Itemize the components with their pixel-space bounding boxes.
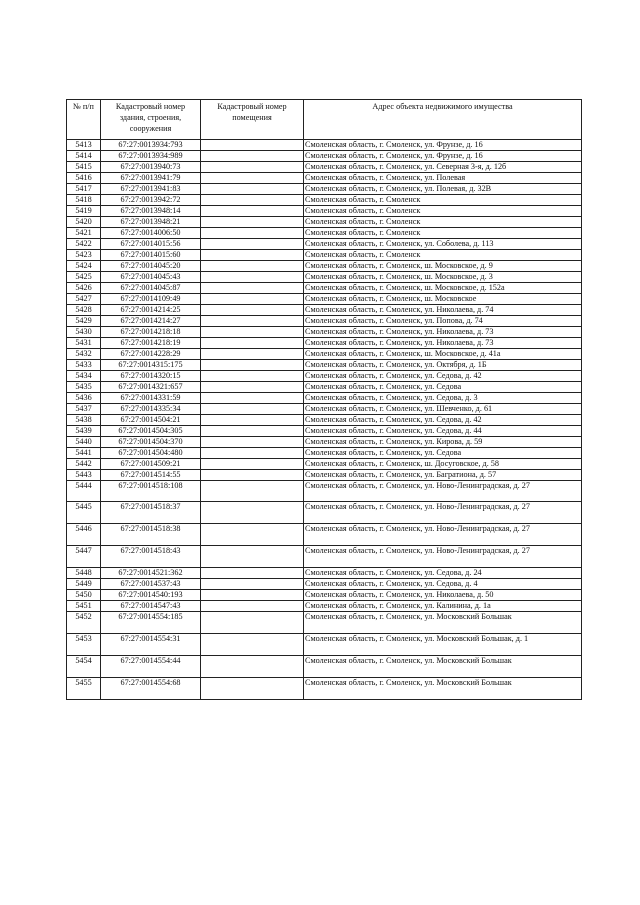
cadastral-number-building: 67:27:0014554:31	[101, 634, 201, 656]
cadastral-number-room	[201, 327, 304, 338]
cadastral-number-building: 67:27:0014218:19	[101, 338, 201, 349]
address-cell: Смоленская область, г. Смоленск, ул. Седова, д. 44	[304, 426, 582, 437]
row-number: 5435	[67, 382, 101, 393]
table-row	[67, 162, 582, 173]
cadastral-number-room	[201, 151, 304, 162]
address-cell: Смоленская область, г. Смоленск, ул. Ново-Ленинградская, д. 27	[304, 481, 582, 502]
address-cell: Смоленская область, г. Смоленск, ул. Ново-Ленинградская, д. 27	[304, 546, 582, 568]
cadastral-number-room	[201, 316, 304, 327]
address-cell: Смоленская область, г. Смоленск, ул. Октября, д. 1Б	[304, 360, 582, 371]
row-number: 5421	[67, 228, 101, 239]
table-row	[67, 327, 582, 338]
address-cell: Смоленская область, г. Смоленск, ул. Соболева, д. 113	[304, 239, 582, 250]
address-cell: Смоленская область, г. Смоленск	[304, 250, 582, 261]
cadastral-number-room	[201, 162, 304, 173]
table-row	[67, 656, 582, 678]
row-number: 5428	[67, 305, 101, 316]
table-row	[67, 459, 582, 470]
table-row	[67, 206, 582, 217]
cadastral-number-room	[201, 459, 304, 470]
row-number: 5419	[67, 206, 101, 217]
row-number: 5429	[67, 316, 101, 327]
address-cell: Смоленская область, г. Смоленск, ул. Ново-Ленинградская, д. 27	[304, 524, 582, 546]
address-cell: Смоленская область, г. Смоленск	[304, 195, 582, 206]
cadastral-number-building: 67:27:0014504:21	[101, 415, 201, 426]
cadastral-number-room	[201, 173, 304, 184]
cadastral-number-room	[201, 283, 304, 294]
row-number: 5433	[67, 360, 101, 371]
cadastral-number-room	[201, 415, 304, 426]
address-cell: Смоленская область, г. Смоленск, ул. Седова, д. 42	[304, 371, 582, 382]
cadastral-number-room	[201, 481, 304, 502]
row-number: 5452	[67, 612, 101, 634]
cadastral-number-room	[201, 305, 304, 316]
cadastral-number-building: 67:27:0014006:50	[101, 228, 201, 239]
row-number: 5450	[67, 590, 101, 601]
cadastral-number-building: 67:27:0014015:56	[101, 239, 201, 250]
cadastral-number-building: 67:27:0013942:72	[101, 195, 201, 206]
row-number: 5448	[67, 568, 101, 579]
cadastral-number-building: 67:27:0014335:34	[101, 404, 201, 415]
address-cell: Смоленская область, г. Смоленск, ул. Московский Большак	[304, 678, 582, 700]
table-row	[67, 601, 582, 612]
row-number: 5426	[67, 283, 101, 294]
cadastral-number-room	[201, 294, 304, 305]
cadastral-number-room	[201, 524, 304, 546]
address-cell: Смоленская область, г. Смоленск, ул. Полевая, д. 32В	[304, 184, 582, 195]
row-number: 5441	[67, 448, 101, 459]
cadastral-number-building: 67:27:0013941:79	[101, 173, 201, 184]
cadastral-number-room	[201, 184, 304, 195]
address-cell: Смоленская область, г. Смоленск, ул. Кирова, д. 59	[304, 437, 582, 448]
cadastral-number-building: 67:27:0014331:59	[101, 393, 201, 404]
table-row	[67, 195, 582, 206]
table-row	[67, 448, 582, 459]
row-number: 5440	[67, 437, 101, 448]
cadastral-number-room	[201, 140, 304, 151]
cadastral-number-room	[201, 502, 304, 524]
table-row	[67, 502, 582, 524]
table-row	[67, 546, 582, 568]
address-cell: Смоленская область, г. Смоленск, ул. Попова, д. 74	[304, 316, 582, 327]
table-row	[67, 184, 582, 195]
table-row	[67, 382, 582, 393]
row-number: 5442	[67, 459, 101, 470]
table-row	[67, 316, 582, 327]
cadastral-number-room	[201, 382, 304, 393]
row-number: 5413	[67, 140, 101, 151]
row-number: 5445	[67, 502, 101, 524]
cadastral-number-building: 67:27:0014509:21	[101, 459, 201, 470]
table-row	[67, 579, 582, 590]
table-row	[67, 612, 582, 634]
cadastral-number-room	[201, 195, 304, 206]
cadastral-number-building: 67:27:0014214:25	[101, 305, 201, 316]
property-table	[66, 99, 582, 700]
cadastral-number-building: 67:27:0014109:49	[101, 294, 201, 305]
cadastral-number-room	[201, 261, 304, 272]
row-number: 5423	[67, 250, 101, 261]
address-cell: Смоленская область, г. Смоленск, ул. Калинина, д. 1а	[304, 601, 582, 612]
cadastral-number-room	[201, 206, 304, 217]
row-number: 5444	[67, 481, 101, 502]
address-cell: Смоленская область, г. Смоленск, ул. Седова, д. 3	[304, 393, 582, 404]
address-cell: Смоленская область, г. Смоленск	[304, 217, 582, 228]
cadastral-number-room	[201, 546, 304, 568]
table-row	[67, 228, 582, 239]
header-num: № п/п	[67, 100, 101, 140]
row-number: 5455	[67, 678, 101, 700]
row-number: 5439	[67, 426, 101, 437]
table-row	[67, 250, 582, 261]
cadastral-number-building: 67:27:0014521:362	[101, 568, 201, 579]
table-row	[67, 590, 582, 601]
table-row	[67, 634, 582, 656]
row-number: 5418	[67, 195, 101, 206]
cadastral-number-building: 67:27:0014228:29	[101, 349, 201, 360]
table-row	[67, 393, 582, 404]
table-row	[67, 678, 582, 700]
table-row	[67, 437, 582, 448]
address-cell: Смоленская область, г. Смоленск, ул. Седова, д. 24	[304, 568, 582, 579]
address-cell: Смоленская область, г. Смоленск, ш. Московское, д. 3	[304, 272, 582, 283]
row-number: 5416	[67, 173, 101, 184]
address-cell: Смоленская область, г. Смоленск	[304, 228, 582, 239]
header-address: Адрес объекта недвижимого имущества	[304, 100, 582, 140]
cadastral-number-building: 67:27:0013948:14	[101, 206, 201, 217]
address-cell: Смоленская область, г. Смоленск, ул. Николаева, д. 73	[304, 327, 582, 338]
table-row	[67, 426, 582, 437]
cadastral-number-building: 67:27:0014045:20	[101, 261, 201, 272]
address-cell: Смоленская область, г. Смоленск, ул. Фрунзе, д. 16	[304, 140, 582, 151]
cadastral-number-room	[201, 360, 304, 371]
cadastral-number-room	[201, 338, 304, 349]
cadastral-number-room	[201, 404, 304, 415]
cadastral-number-building: 67:27:0014504:480	[101, 448, 201, 459]
table-row	[67, 294, 582, 305]
cadastral-number-building: 67:27:0014518:37	[101, 502, 201, 524]
address-cell: Смоленская область, г. Смоленск, ул. Седова	[304, 448, 582, 459]
row-number: 5451	[67, 601, 101, 612]
row-number: 5415	[67, 162, 101, 173]
table-row	[67, 470, 582, 481]
cadastral-number-room	[201, 678, 304, 700]
table-body	[67, 140, 582, 700]
row-number: 5420	[67, 217, 101, 228]
table-row	[67, 173, 582, 184]
cadastral-number-room	[201, 590, 304, 601]
table-row	[67, 272, 582, 283]
cadastral-number-building: 67:27:0014218:18	[101, 327, 201, 338]
row-number: 5449	[67, 579, 101, 590]
row-number: 5434	[67, 371, 101, 382]
row-number: 5427	[67, 294, 101, 305]
address-cell: Смоленская область, г. Смоленск, ш. Московское, д. 152а	[304, 283, 582, 294]
cadastral-number-room	[201, 470, 304, 481]
table-row	[67, 360, 582, 371]
row-number: 5417	[67, 184, 101, 195]
table-header-row	[67, 100, 582, 140]
table-row	[67, 151, 582, 162]
table-row	[67, 404, 582, 415]
cadastral-number-room	[201, 371, 304, 382]
address-cell: Смоленская область, г. Смоленск, ул. Фрунзе, д. 16	[304, 151, 582, 162]
cadastral-number-building: 67:27:0013948:21	[101, 217, 201, 228]
cadastral-number-building: 67:27:0014554:44	[101, 656, 201, 678]
cadastral-number-building: 67:27:0014504:370	[101, 437, 201, 448]
cadastral-number-building: 67:27:0014518:108	[101, 481, 201, 502]
row-number: 5430	[67, 327, 101, 338]
cadastral-number-building: 67:27:0014554:68	[101, 678, 201, 700]
address-cell: Смоленская область, г. Смоленск, ш. Московское, д. 9	[304, 261, 582, 272]
cadastral-number-room	[201, 239, 304, 250]
cadastral-number-building: 67:27:0014320:15	[101, 371, 201, 382]
address-cell: Смоленская область, г. Смоленск, ул. Седова	[304, 382, 582, 393]
cadastral-number-room	[201, 272, 304, 283]
header-cad-building: Кадастровый номер здания, строения, сооружения	[101, 100, 201, 140]
row-number: 5432	[67, 349, 101, 360]
cadastral-number-building: 67:27:0014514:55	[101, 470, 201, 481]
address-cell: Смоленская область, г. Смоленск	[304, 206, 582, 217]
row-number: 5447	[67, 546, 101, 568]
cadastral-number-building: 67:27:0014518:38	[101, 524, 201, 546]
address-cell: Смоленская область, г. Смоленск, ул. Седова, д. 4	[304, 579, 582, 590]
row-number: 5437	[67, 404, 101, 415]
address-cell: Смоленская область, г. Смоленск, ш. Московское, д. 41а	[304, 349, 582, 360]
cadastral-number-room	[201, 250, 304, 261]
cadastral-number-building: 67:27:0013941:83	[101, 184, 201, 195]
table-row	[67, 481, 582, 502]
cadastral-number-room	[201, 656, 304, 678]
table-row	[67, 140, 582, 151]
table-row	[67, 305, 582, 316]
cadastral-number-room	[201, 568, 304, 579]
address-cell: Смоленская область, г. Смоленск, ш. Досуговское, д. 58	[304, 459, 582, 470]
row-number: 5443	[67, 470, 101, 481]
cadastral-number-building: 67:27:0014518:43	[101, 546, 201, 568]
address-cell: Смоленская область, г. Смоленск, ул. Северная 3-я, д. 12б	[304, 162, 582, 173]
table-row	[67, 415, 582, 426]
row-number: 5424	[67, 261, 101, 272]
cadastral-number-building: 67:27:0014537:43	[101, 579, 201, 590]
table-row	[67, 524, 582, 546]
cadastral-number-room	[201, 426, 304, 437]
row-number: 5453	[67, 634, 101, 656]
cadastral-number-room	[201, 448, 304, 459]
address-cell: Смоленская область, г. Смоленск, ул. Московский Большак, д. 1	[304, 634, 582, 656]
cadastral-number-building: 67:27:0014321:657	[101, 382, 201, 393]
address-cell: Смоленская область, г. Смоленск, ул. Седова, д. 42	[304, 415, 582, 426]
cadastral-number-building: 67:27:0014315:175	[101, 360, 201, 371]
cadastral-number-building: 67:27:0014547:43	[101, 601, 201, 612]
cadastral-number-room	[201, 634, 304, 656]
address-cell: Смоленская область, г. Смоленск, ул. Николаева, д. 50	[304, 590, 582, 601]
row-number: 5446	[67, 524, 101, 546]
address-cell: Смоленская область, г. Смоленск, ул. Шевченко, д. 61	[304, 404, 582, 415]
cadastral-number-room	[201, 437, 304, 448]
cadastral-number-room	[201, 349, 304, 360]
address-cell: Смоленская область, г. Смоленск, ул. Николаева, д. 73	[304, 338, 582, 349]
address-cell: Смоленская область, г. Смоленск, ш. Московское	[304, 294, 582, 305]
cadastral-number-building: 67:27:0014214:27	[101, 316, 201, 327]
cadastral-number-building: 67:27:0013934:989	[101, 151, 201, 162]
cadastral-number-building: 67:27:0014015:60	[101, 250, 201, 261]
cadastral-number-room	[201, 217, 304, 228]
row-number: 5454	[67, 656, 101, 678]
cadastral-number-room	[201, 228, 304, 239]
table-row	[67, 568, 582, 579]
header-cad-room: Кадастровый номер помещения	[201, 100, 304, 140]
address-cell: Смоленская область, г. Смоленск, ул. Московский Большак	[304, 612, 582, 634]
address-cell: Смоленская область, г. Смоленск, ул. Багратиона, д. 57	[304, 470, 582, 481]
address-cell: Смоленская область, г. Смоленск, ул. Полевая	[304, 173, 582, 184]
cadastral-number-building: 67:27:0013934:793	[101, 140, 201, 151]
row-number: 5438	[67, 415, 101, 426]
address-cell: Смоленская область, г. Смоленск, ул. Московский Большак	[304, 656, 582, 678]
table-row	[67, 239, 582, 250]
table-row	[67, 217, 582, 228]
cadastral-number-building: 67:27:0014504:305	[101, 426, 201, 437]
row-number: 5422	[67, 239, 101, 250]
cadastral-number-room	[201, 393, 304, 404]
row-number: 5431	[67, 338, 101, 349]
table-row	[67, 371, 582, 382]
cadastral-number-room	[201, 579, 304, 590]
table-row	[67, 283, 582, 294]
row-number: 5425	[67, 272, 101, 283]
table-row	[67, 338, 582, 349]
cadastral-number-building: 67:27:0014554:185	[101, 612, 201, 634]
cadastral-number-building: 67:27:0013940:73	[101, 162, 201, 173]
row-number: 5436	[67, 393, 101, 404]
table-row	[67, 349, 582, 360]
cadastral-number-building: 67:27:0014540:193	[101, 590, 201, 601]
address-cell: Смоленская область, г. Смоленск, ул. Ново-Ленинградская, д. 27	[304, 502, 582, 524]
table-row	[67, 261, 582, 272]
cadastral-number-building: 67:27:0014045:43	[101, 272, 201, 283]
row-number: 5414	[67, 151, 101, 162]
cadastral-number-building: 67:27:0014045:87	[101, 283, 201, 294]
cadastral-number-room	[201, 601, 304, 612]
address-cell: Смоленская область, г. Смоленск, ул. Николаева, д. 74	[304, 305, 582, 316]
cadastral-number-room	[201, 612, 304, 634]
